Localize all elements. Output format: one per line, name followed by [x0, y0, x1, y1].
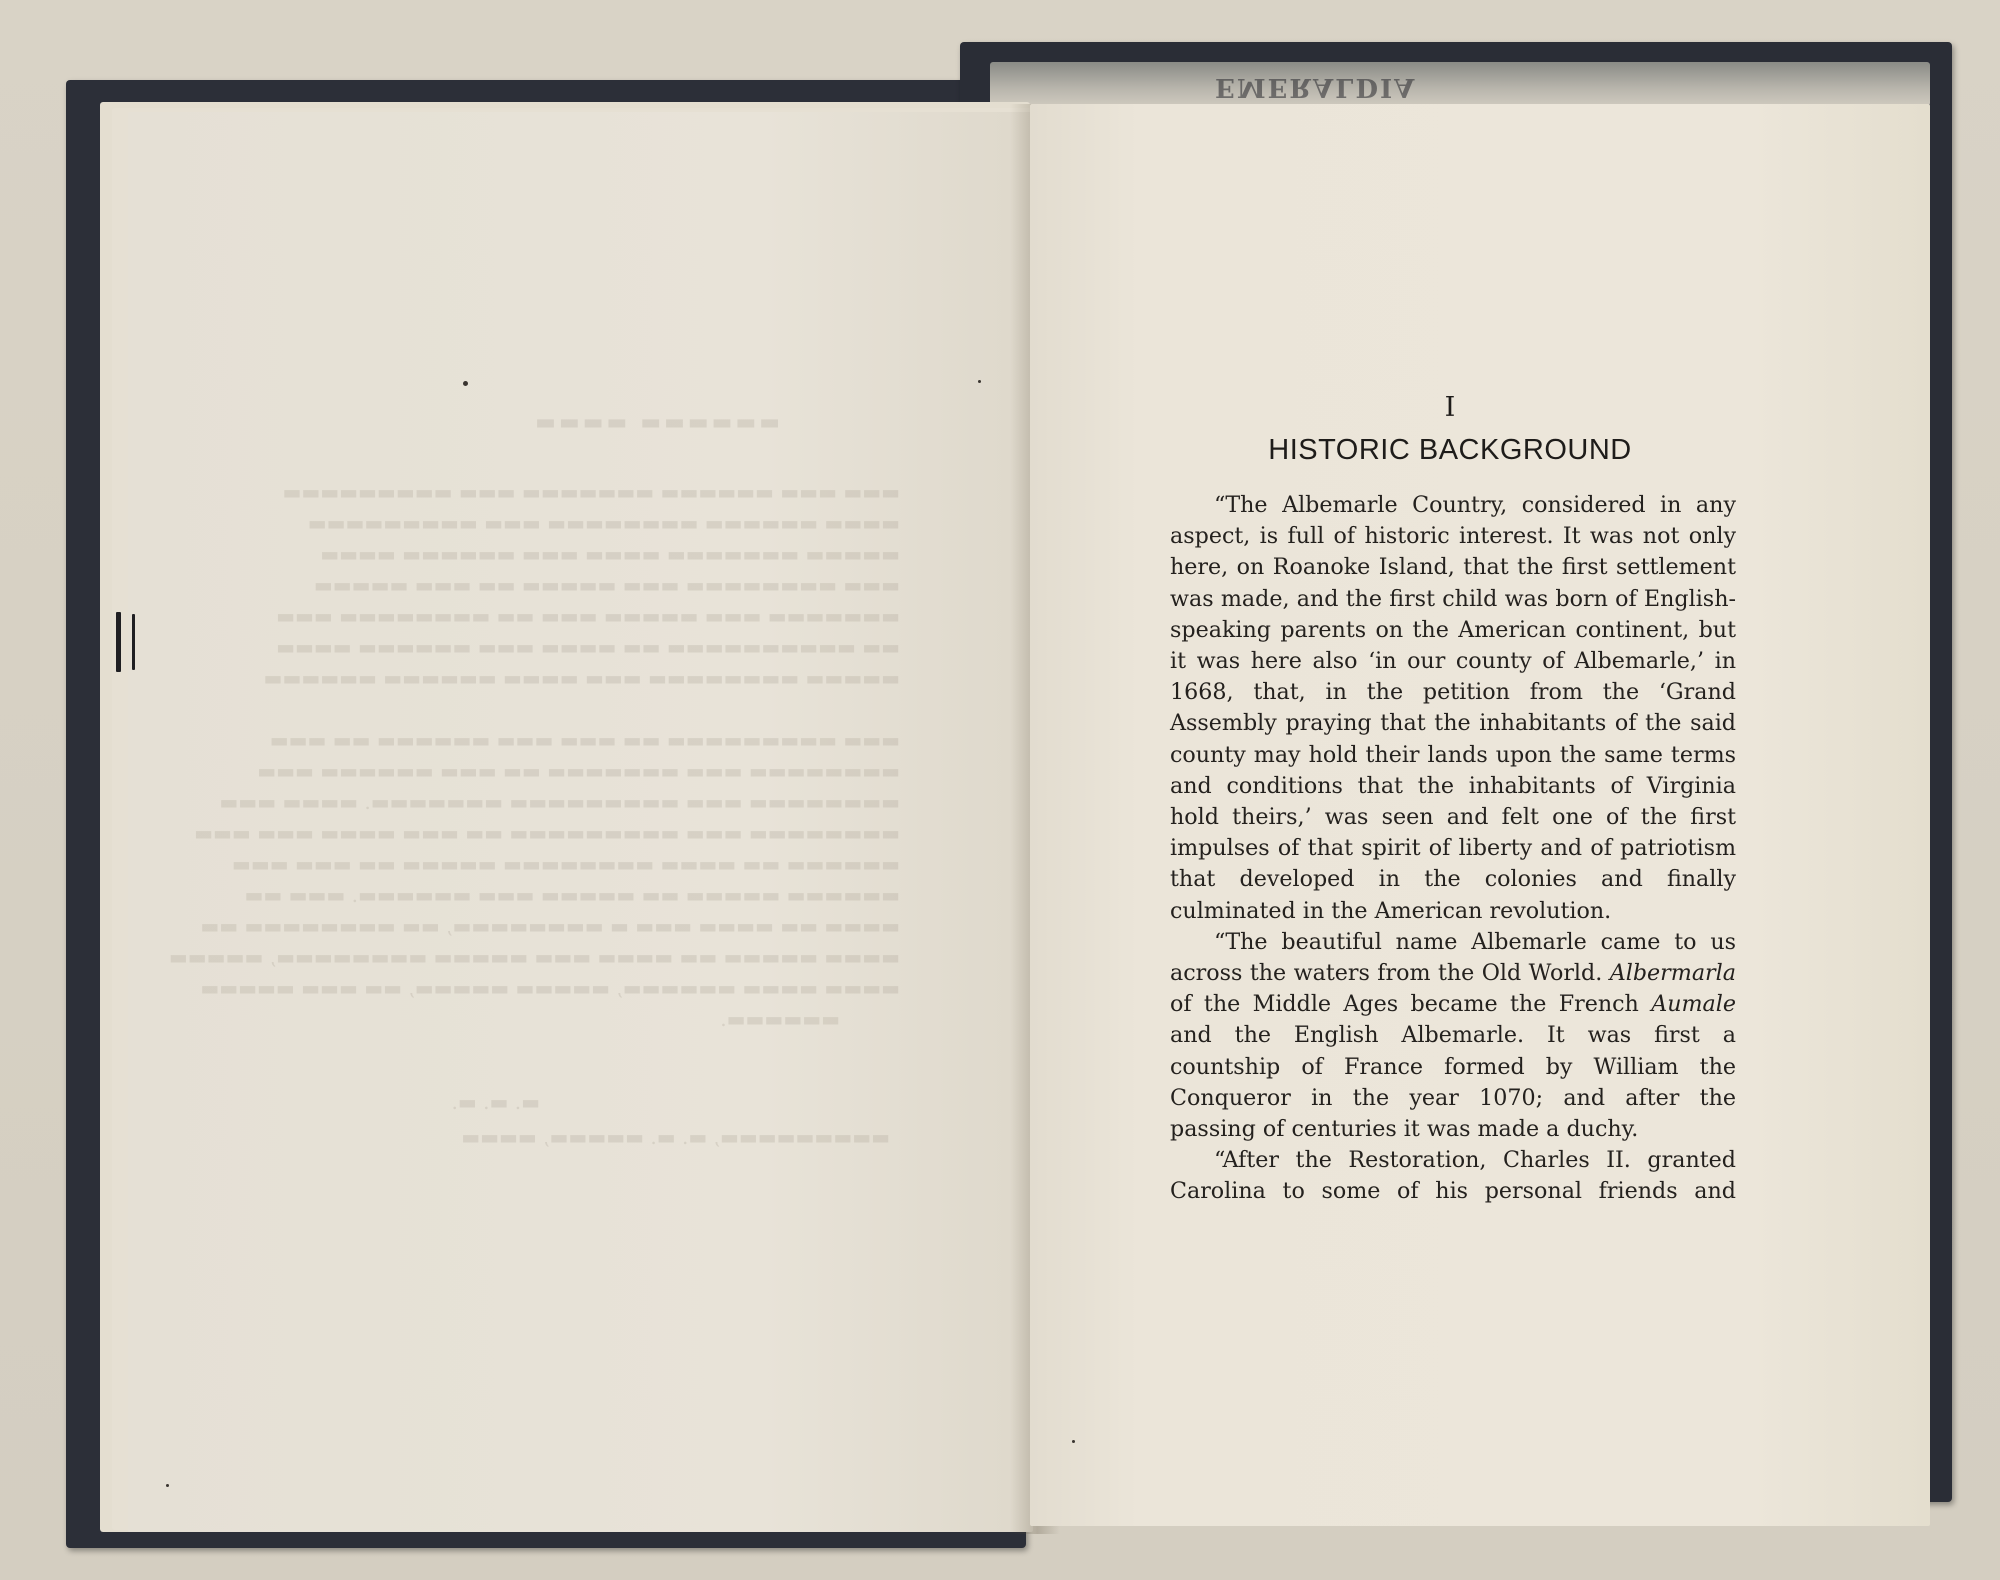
show-through-line: ▬▬▬▬▬▬▬▬ ▬▬▬ ▬▬▬▬▬▬▬ ▬▬ ▬▬▬ ▬▬▬▬▬▬ ▬▬▬	[257, 759, 900, 783]
paragraph-text: “The beautiful name Albemarle came to us across the waters from the Old World.	[1170, 928, 1736, 987]
show-through-line: ▬▬▬▬▬▬.	[720, 1007, 840, 1031]
show-through-line: ▬▬▬▬▬▬▬▬ ▬▬▬ ▬▬▬▬▬▬▬▬▬ ▬▬▬▬▬▬▬. ▬▬▬▬ ▬▬▬	[219, 790, 900, 814]
show-through-line: ▬▬▬▬▬▬▬▬ ▬▬▬ ▬▬▬▬▬▬▬▬▬ ▬▬ ▬▬▬ ▬▬▬▬ ▬▬▬ ▬▬▬	[194, 821, 900, 845]
show-through-line: ▬▬▬▬▬▬▬▬▬, ▬. ▬. ▬▬▬▬▬, ▬▬▬▬	[461, 1125, 890, 1149]
show-through-line: ▬▬▬▬ ▬▬ ▬▬▬▬ ▬▬▬ ▬ ▬▬▬▬▬▬▬▬, ▬▬ ▬▬▬▬▬▬▬▬ ▬▬	[200, 914, 900, 938]
italic-term: Aumale	[1651, 991, 1736, 1018]
show-through-line: ▬▬▬▬▬▬▬ ▬▬▬ ▬▬▬▬▬ ▬▬▬ ▬▬ ▬▬▬▬▬▬▬▬ ▬▬▬	[276, 604, 900, 628]
show-through-line: ▬▬ ▬▬▬▬▬▬▬▬▬▬ ▬▬ ▬▬▬▬ ▬▬▬ ▬▬▬▬▬▬ ▬▬▬▬	[276, 635, 900, 659]
page-edge-stamp: EMERALDIA	[1215, 72, 1417, 102]
chapter-body-text	[1170, 490, 1736, 1208]
show-through-line: ▬. ▬. ▬.	[451, 1090, 540, 1114]
paragraph-text: “After the Restoration, Charles II. granted Carolina to some of his personal friends and	[1170, 1147, 1736, 1205]
body-paragraph	[1170, 1145, 1736, 1207]
show-through-line: ▬▬▬ ▬▬▬ ▬▬▬▬▬▬ ▬▬▬▬▬▬▬ ▬▬▬ ▬▬▬▬▬▬▬▬▬	[282, 480, 900, 504]
italic-term: Albermarla	[1609, 960, 1736, 987]
chapter-title: HISTORIC BACKGROUND	[1268, 434, 1632, 466]
paragraph-text: and the English Albemarle. It was first a countship of France formed by William the Conqueror in the year 1070; and after the passing of centuries it was made a duchy.	[1170, 1022, 1736, 1143]
binding-thread	[132, 614, 135, 670]
show-through-line: ▬▬▬▬▬ ▬▬▬▬▬▬▬ ▬▬▬▬ ▬▬▬ ▬▬▬▬▬▬ ▬▬▬▬	[320, 542, 900, 566]
paragraph-text: “The Albemarle Country, considered in any aspect, is full of historic interest. It was not only here, on Roanoke Island, that the first settlement was made, and the first child was born of English-speaking parents on the American continent, but it was here also ‘in our county of Albemarle,’ in 1668, that, in the petition from the ‘Grand Assembly praying that the inhabitants of the said county may hold their lands upon the same terms and conditions that the inhabitants of Virginia hold theirs,’ was seen and felt one of the first impulses of that spirit of liberty and of patriotism that developed in the colonies and finally culminated in the American revolution.	[1170, 492, 1736, 924]
paragraph-text: of the Middle Ages became the French	[1170, 991, 1652, 1018]
show-through-line: ▬▬▬ ▬▬▬▬▬▬▬▬▬ ▬▬ ▬▬▬ ▬▬▬ ▬▬▬▬▬▬ ▬▬ ▬▬▬	[269, 728, 900, 752]
show-through-line: ▬▬▬▬ ▬▬▬▬▬▬ ▬▬▬▬▬▬▬▬ ▬▬▬ ▬▬▬▬▬▬▬▬▬	[307, 511, 900, 535]
show-through-line: ▬▬▬▬▬ ▬▬▬▬▬▬▬▬ ▬▬▬ ▬▬▬▬ ▬▬▬▬▬▬ ▬▬▬▬▬▬	[263, 666, 900, 690]
page-speck	[166, 1484, 169, 1487]
page-speck	[978, 380, 981, 383]
binding-thread	[116, 612, 121, 672]
show-through-title: ▬▬▬▬▬▬ ▬▬▬▬	[532, 410, 780, 435]
show-through-line: ▬▬▬▬ ▬▬▬▬▬ ▬▬ ▬▬▬▬ ▬▬▬ ▬▬▬▬▬ ▬▬▬▬▬▬▬▬, ▬▬▬▬▬	[168, 945, 900, 969]
page-speck	[463, 381, 468, 386]
show-through-line: ▬▬▬▬▬▬ ▬▬▬▬▬ ▬▬ ▬▬▬▬▬ ▬▬▬ ▬▬▬▬▬▬. ▬▬▬ ▬▬	[244, 883, 900, 907]
body-paragraph	[1170, 927, 1736, 1145]
page-speck	[1072, 1440, 1075, 1443]
chapter-number: I	[1444, 392, 1456, 423]
body-paragraph	[1170, 490, 1736, 927]
show-through-line: ▬▬▬ ▬▬▬▬▬▬▬▬ ▬▬▬ ▬▬▬▬▬ ▬▬ ▬▬▬ ▬▬▬▬▬	[313, 573, 900, 597]
show-through-line: ▬▬▬▬▬▬ ▬▬ ▬▬▬▬ ▬▬▬▬▬▬▬▬ ▬▬▬▬▬ ▬▬ ▬▬▬ ▬▬▬	[231, 852, 900, 876]
show-through-line: ▬▬▬▬ ▬▬▬▬ ▬▬▬▬▬▬, ▬▬▬▬▬ ▬▬▬▬▬, ▬▬ ▬▬▬ ▬▬▬▬▬	[200, 976, 900, 1000]
